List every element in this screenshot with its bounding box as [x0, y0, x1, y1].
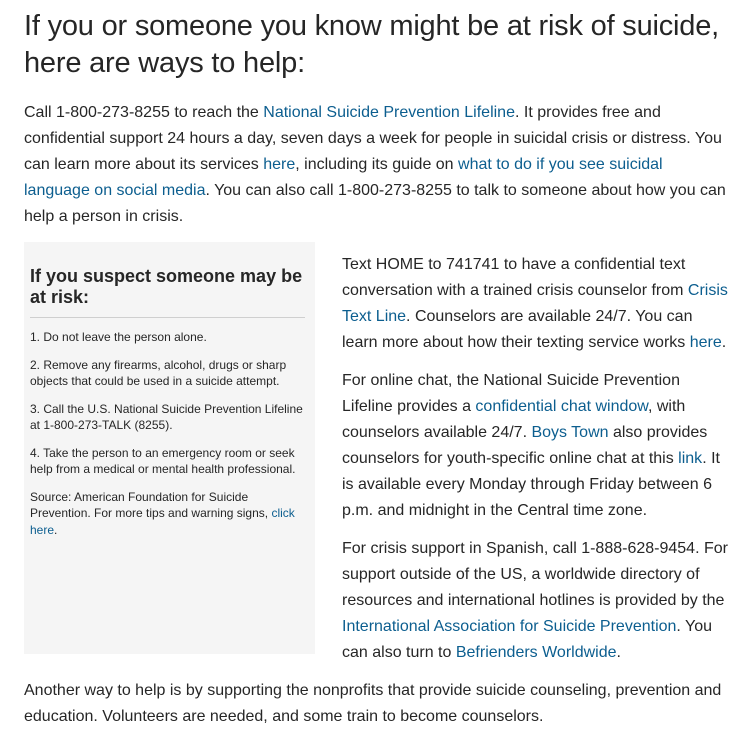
page-title: If you or someone you know might be at risk of suicide, here are ways to help:	[24, 10, 720, 79]
befrienders-link[interactable]: Befrienders Worldwide	[455, 644, 617, 661]
sidebar-source: Source: American Foundation for Suicide Prevention. For more tips and warning signs, click here.	[30, 489, 295, 537]
text-line-paragraph: Text HOME to 741741 to have a confidential text conversation with a trained crisis counselor from Crisis Text Line. Counselors are available 24/7. You can learn more about how their texting service works here.	[342, 256, 728, 351]
click-here-link[interactable]: click here	[30, 506, 295, 537]
intro-text: . It provides free and confidential support 24 hours a day, seven days a week for people in suicidal crisis or distress. You can learn more about its services	[24, 104, 722, 173]
sidebar-item: 3. Call the U.S. National Suicide Prevention Lifeline at 1-800-273-TALK (8255).	[30, 401, 303, 432]
risk-sidebar	[24, 242, 315, 654]
intro-text: . You can also call 1-800-273-8255 to talk to someone about how you can help a person in crisis.	[24, 182, 726, 225]
boys-town-link[interactable]: Boys Town	[531, 424, 609, 441]
spanish-paragraph: For crisis support in Spanish, call 1-888-628-9454. For support outside of the US, a worldwide directory of resources and international hotlines is provided by the International Association for Suicide Prevention. You can also turn to Befrienders Worldwide.	[342, 540, 728, 661]
intro-paragraph	[24, 100, 728, 230]
texting-here-link[interactable]: here	[689, 334, 722, 351]
sidebar-item: 4. Take the person to an emergency room or seek help from a medical or mental health professional.	[30, 445, 296, 476]
crisis-text-line-link[interactable]: Crisis Text Line	[342, 282, 728, 325]
nonprofits-paragraph: Another way to help is by supporting the nonprofits that provide suicide counseling, prevention and education. Volunteers are needed, and some train to become counselors.	[24, 682, 722, 725]
intro-text: , including its guide on	[295, 156, 459, 173]
youth-chat-link[interactable]: link	[678, 450, 703, 467]
online-chat-paragraph: For online chat, the National Suicide Prevention Lifeline provides a confidential chat window, with counselors available 24/7. Boys Town also provides counselors for youth-specific online chat at this link. It is available every Monday through Friday between 6 p.m. and midnight in the Central time zone.	[342, 372, 720, 519]
iasp-link[interactable]: International Association for Suicide Prevention	[342, 618, 677, 635]
sidebar-title: If you suspect someone may be at risk:	[30, 266, 303, 307]
lifeline-link[interactable]: National Suicide Prevention Lifeline	[263, 104, 515, 121]
intro-text: Call 1-800-273-8255 to reach the	[24, 104, 264, 121]
chat-window-link[interactable]: confidential chat window	[475, 398, 648, 415]
services-here-link[interactable]: here	[263, 156, 296, 173]
social-media-guide-link[interactable]: what to do if you see suicidal language on social media	[24, 156, 663, 199]
sidebar-item: 2. Remove any firearms, alcohol, drugs or sharp objects that could be used in a suicide attempt.	[30, 357, 287, 388]
sidebar-divider	[30, 317, 305, 318]
sidebar-item: 1. Do not leave the person alone.	[30, 330, 207, 344]
